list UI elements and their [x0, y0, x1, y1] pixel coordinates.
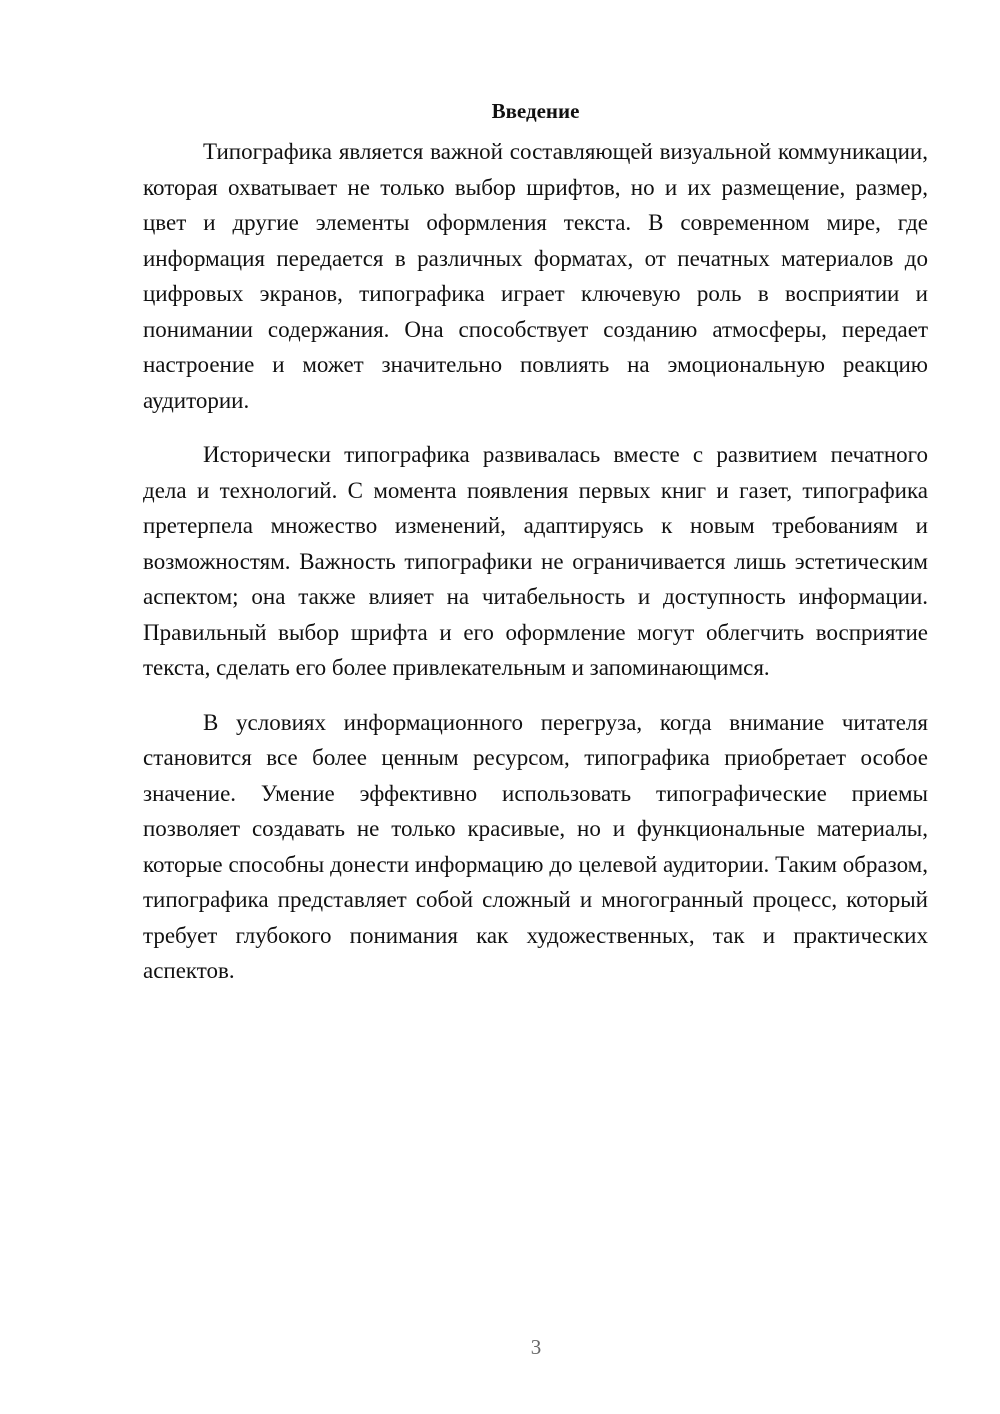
section-heading: Введение	[491, 99, 580, 123]
paragraph-1: Типографика является важной составляющей визуальной коммуникации, которая охватывает не только выбор шрифтов, но и их размещение, размер, цвет и другие элементы оформления текста. В современном мире, где информация передается в различных форматах, от печатных материалов до цифровых экранов, типографика играет ключевую роль в восприятии и понимании содержания. Она способствует созданию атмосферы, передает настроение и может значительно повлиять на эмоциональную реакцию аудитории.	[143, 139, 928, 413]
paragraph-3: В условиях информационного перегруза, когда внимание читателя становится все более ценным ресурсом, типографика приобретает особое значение. Умение эффективно использовать типографические приемы позволяет создавать не только красивые, но и функциональные материалы, которые способны донести информацию до целевой аудитории. Таким образом, типографика представляет собой сложный и многогранный процесс, который требует глубокого понимания как художественных, так и практических аспектов.	[143, 709, 928, 983]
page-content	[143, 97, 928, 989]
paragraph-2: Исторически типографика развивалась вместе с развитием печатного дела и технологий. С момента появления первых книг и газет, типографика претерпела множество изменений, адаптируясь к новым требованиям и возможностям. Важность типографики не ограничивается лишь эстетическим аспектом; она также влияет на читабельность и доступность информации. Правильный выбор шрифта и его оформление могут облегчить восприятие текста, сделать его более привлекательным и запоминающимся.	[143, 442, 928, 680]
page-number: 3	[530, 1335, 542, 1359]
